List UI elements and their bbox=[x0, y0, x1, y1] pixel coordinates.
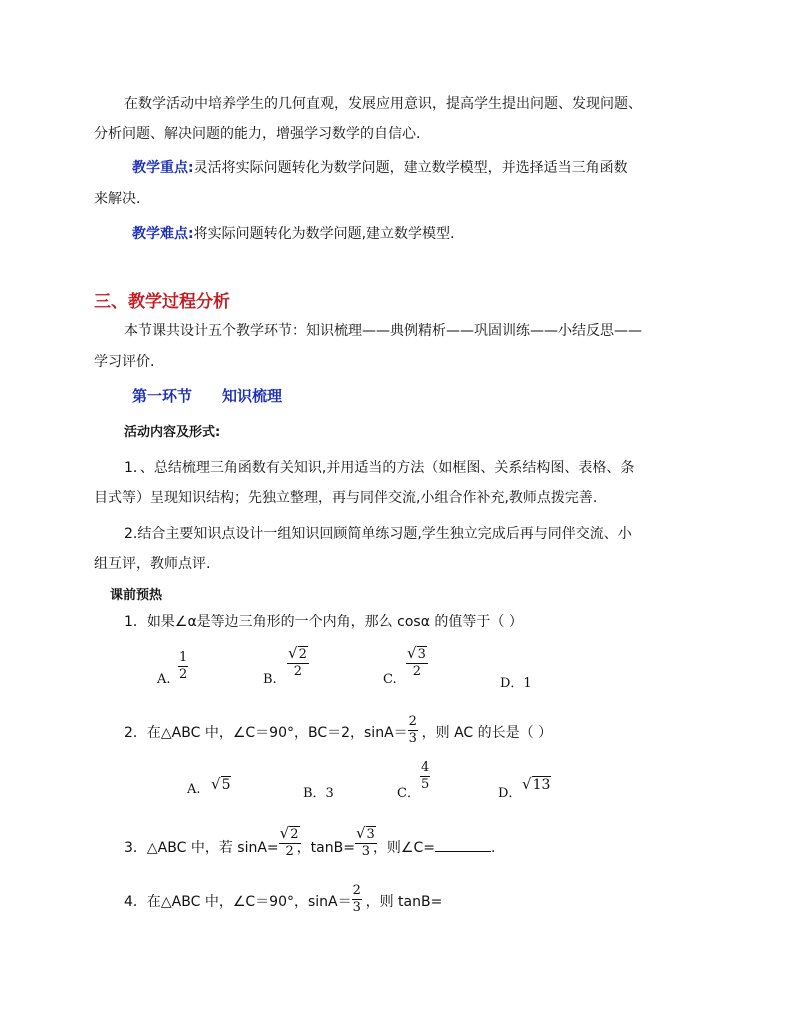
key-point-label: 教学重点: bbox=[132, 160, 194, 176]
q2-c-denominator: 5 bbox=[421, 777, 430, 792]
key-point-text-2: 来解决. bbox=[94, 191, 141, 207]
sqrt-icon: √3 bbox=[407, 644, 426, 662]
q1-option-b-fraction bbox=[287, 646, 309, 679]
q2-option-a-label: A. bbox=[187, 782, 201, 797]
q2-denominator: 3 bbox=[408, 731, 417, 746]
difficulty-label: 教学难点: bbox=[132, 226, 194, 242]
difficulty-text: 将实际问题转化为数学问题,建立数学模型. bbox=[193, 226, 455, 242]
sqrt-icon: √5 bbox=[211, 775, 231, 793]
goals-line-2: 分析问题、解决问题的能力，增强学习数学的自信心. bbox=[94, 126, 421, 142]
q2-a-radicand: 5 bbox=[221, 777, 231, 793]
difficulty-paragraph bbox=[132, 224, 455, 244]
q4-pre: 4．在△ABC 中，∠C＝90°，sinA＝ bbox=[124, 894, 352, 910]
activity-label: 活动内容及形式: bbox=[124, 425, 221, 440]
stage-1-heading bbox=[132, 385, 282, 406]
key-point-text: 灵活将实际问题转化为数学问题，建立数学模型，并选择适当三角函数 bbox=[193, 160, 628, 176]
q2-option-d-label: D． bbox=[498, 786, 522, 801]
section-title: 三、教学过程分析 bbox=[94, 292, 230, 312]
q3-tan-fraction bbox=[355, 826, 377, 859]
q2-numerator: 2 bbox=[408, 714, 417, 729]
activity-2-line-2: 组互评，教师点评. bbox=[94, 556, 211, 572]
answer-blank[interactable] bbox=[435, 839, 491, 852]
q1-stem: 1．如果∠α是等边三角形的一个内角，那么 cosα 的值等于（ ） bbox=[124, 614, 523, 630]
stage-1-label: 第一环节 bbox=[132, 387, 193, 405]
q3-end: . bbox=[491, 840, 496, 856]
q1-option-d: D．1 bbox=[500, 676, 532, 691]
q2-stem-post: ，则 AC 的长是（ ） bbox=[421, 725, 553, 741]
q3-sin-radicand: 2 bbox=[290, 827, 299, 842]
q1-c-denominator: 2 bbox=[412, 664, 422, 679]
q3-sin-fraction bbox=[279, 826, 301, 859]
q4-denominator: 3 bbox=[352, 900, 361, 915]
activity-1-line-1: 1．、总结梳理三角函数有关知识,并用适当的方法（如框图、关系结构图、表格、条 bbox=[124, 460, 635, 476]
q3-sin-denominator: 2 bbox=[285, 844, 294, 859]
q1-option-a-label: A. bbox=[157, 672, 171, 687]
q3-stem bbox=[124, 824, 496, 859]
warmup-label: 课前预热 bbox=[110, 588, 163, 603]
q4-post: ，则 tanB= bbox=[365, 894, 443, 910]
sqrt-icon: √2 bbox=[288, 644, 307, 662]
q1-b-radicand: 2 bbox=[298, 647, 307, 662]
q2-fraction bbox=[408, 715, 418, 746]
q2-option-a-value bbox=[211, 775, 231, 793]
sqrt-icon: √3 bbox=[355, 824, 375, 842]
activity-2-line-1: 2.结合主要知识点设计一组知识回顾简单练习题,学生独立完成后再与同伴交流、小 bbox=[124, 526, 632, 542]
q1-b-denominator: 2 bbox=[293, 664, 303, 679]
q3-post: ，则∠C= bbox=[372, 840, 435, 856]
q1-a-denominator: 2 bbox=[179, 667, 188, 682]
q3-pre: 3．△ABC 中，若 sinA= bbox=[124, 840, 279, 856]
stage-1-title: 知识梳理 bbox=[222, 387, 283, 405]
q3-tan-radicand: 3 bbox=[366, 827, 375, 842]
q3-mid: ，tanB= bbox=[296, 840, 355, 856]
q4-fraction bbox=[352, 884, 362, 915]
q4-numerator: 2 bbox=[352, 883, 361, 898]
q1-c-radicand: 3 bbox=[417, 647, 426, 662]
q2-stem-pre: 2．在△ABC 中，∠C＝90°，BC＝2，sinA＝ bbox=[124, 725, 408, 741]
q2-option-c-label: C． bbox=[397, 786, 420, 801]
q1-option-b-label: B. bbox=[263, 672, 277, 687]
q1-option-c-label: C. bbox=[383, 672, 397, 687]
section-intro-line-1: 本节课共设计五个教学环节：知识梳理——典例精析——巩固训练——小结反思—— bbox=[124, 323, 642, 339]
q4-stem bbox=[124, 883, 443, 915]
sqrt-icon: √2 bbox=[279, 824, 299, 842]
sqrt-icon: √13 bbox=[522, 775, 551, 793]
goals-line-1: 在数学活动中培养学生的几何直观，发展应用意识，提高学生提出问题、发现问题、 bbox=[124, 96, 642, 112]
q1-option-c-fraction bbox=[406, 646, 428, 679]
q2-stem bbox=[124, 714, 553, 746]
q2-option-d-value bbox=[522, 775, 551, 793]
q1-option-a-fraction bbox=[178, 651, 188, 682]
q2-c-numerator: 4 bbox=[421, 760, 430, 775]
activity-1-line-2: 目式等）呈现知识结构；先独立整理，再与同伴交流,小组合作补充,教师点拨完善. bbox=[94, 490, 598, 506]
section-intro-line-2: 学习评价. bbox=[94, 354, 155, 370]
key-point-paragraph bbox=[132, 158, 628, 178]
q2-option-c-fraction bbox=[420, 761, 430, 792]
q2-option-b: B．3 bbox=[303, 786, 334, 801]
q1-a-numerator: 1 bbox=[179, 650, 188, 665]
q3-tan-denominator: 3 bbox=[361, 844, 370, 859]
q2-d-radicand: 13 bbox=[532, 777, 551, 793]
